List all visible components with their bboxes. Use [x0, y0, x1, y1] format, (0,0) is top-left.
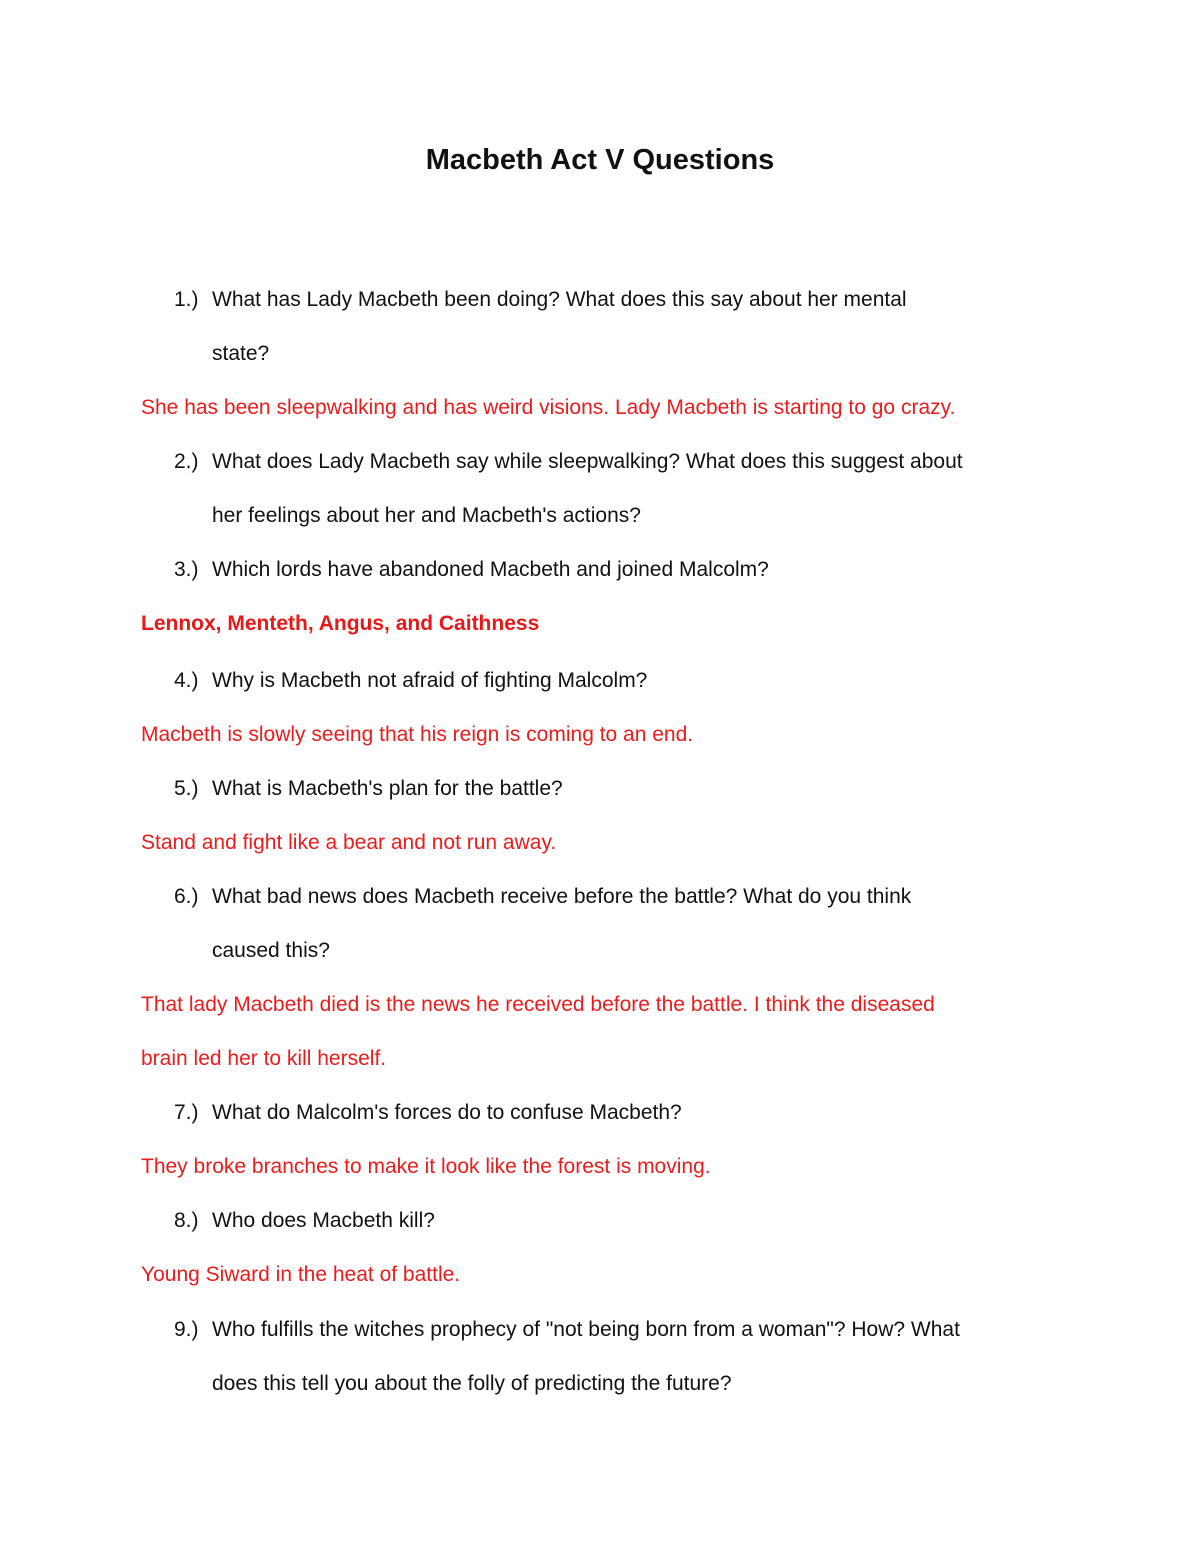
question-2-line-1: What does Lady Macbeth say while sleepwalking? What does this suggest about [212, 450, 963, 473]
question-1-line-2: state? [212, 342, 270, 365]
answer-3-line-1: Lennox, Menteth, Angus, and Caithness [141, 612, 540, 635]
question-3-line-1: Which lords have abandoned Macbeth and joined Malcolm? [212, 558, 769, 581]
page-title: Macbeth Act V Questions [425, 144, 775, 176]
question-4-line-1: Why is Macbeth not afraid of fighting Malcolm? [212, 669, 648, 692]
question-5-number: 5.) [174, 777, 199, 800]
answer-1-line-1: She has been sleepwalking and has weird visions. Lady Macbeth is starting to go crazy. [141, 396, 956, 419]
question-7-line-1: What do Malcolm's forces do to confuse Macbeth? [212, 1101, 682, 1124]
answer-8-line-1: Young Siward in the heat of battle. [141, 1263, 461, 1286]
question-7-number: 7.) [174, 1101, 199, 1124]
question-9-line-2: does this tell you about the folly of predicting the future? [212, 1372, 732, 1395]
question-6-number: 6.) [174, 885, 199, 908]
question-4-number: 4.) [174, 669, 199, 692]
question-1-line-1: What has Lady Macbeth been doing? What does this say about her mental [212, 288, 907, 311]
question-6-line-2: caused this? [212, 939, 330, 962]
answer-5-line-1: Stand and fight like a bear and not run away. [141, 831, 557, 854]
question-1-number: 1.) [174, 288, 199, 311]
question-5-line-1: What is Macbeth's plan for the battle? [212, 777, 563, 800]
question-6-line-1: What bad news does Macbeth receive before the battle? What do you think [212, 885, 912, 908]
question-9-number: 9.) [174, 1318, 199, 1341]
question-2-line-2: her feelings about her and Macbeth's actions? [212, 504, 641, 527]
answer-7-line-1: They broke branches to make it look like the forest is moving. [141, 1155, 711, 1178]
question-8-number: 8.) [174, 1209, 199, 1232]
answer-6-line-1: That lady Macbeth died is the news he received before the battle. I think the diseased [141, 993, 935, 1016]
answer-4-line-1: Macbeth is slowly seeing that his reign is coming to an end. [141, 723, 694, 746]
question-2-number: 2.) [174, 450, 199, 473]
answer-6-line-2: brain led her to kill herself. [141, 1047, 387, 1070]
question-9-line-1: Who fulfills the witches prophecy of "not being born from a woman"? How? What [212, 1318, 960, 1341]
question-8-line-1: Who does Macbeth kill? [212, 1209, 435, 1232]
question-3-number: 3.) [174, 558, 199, 581]
